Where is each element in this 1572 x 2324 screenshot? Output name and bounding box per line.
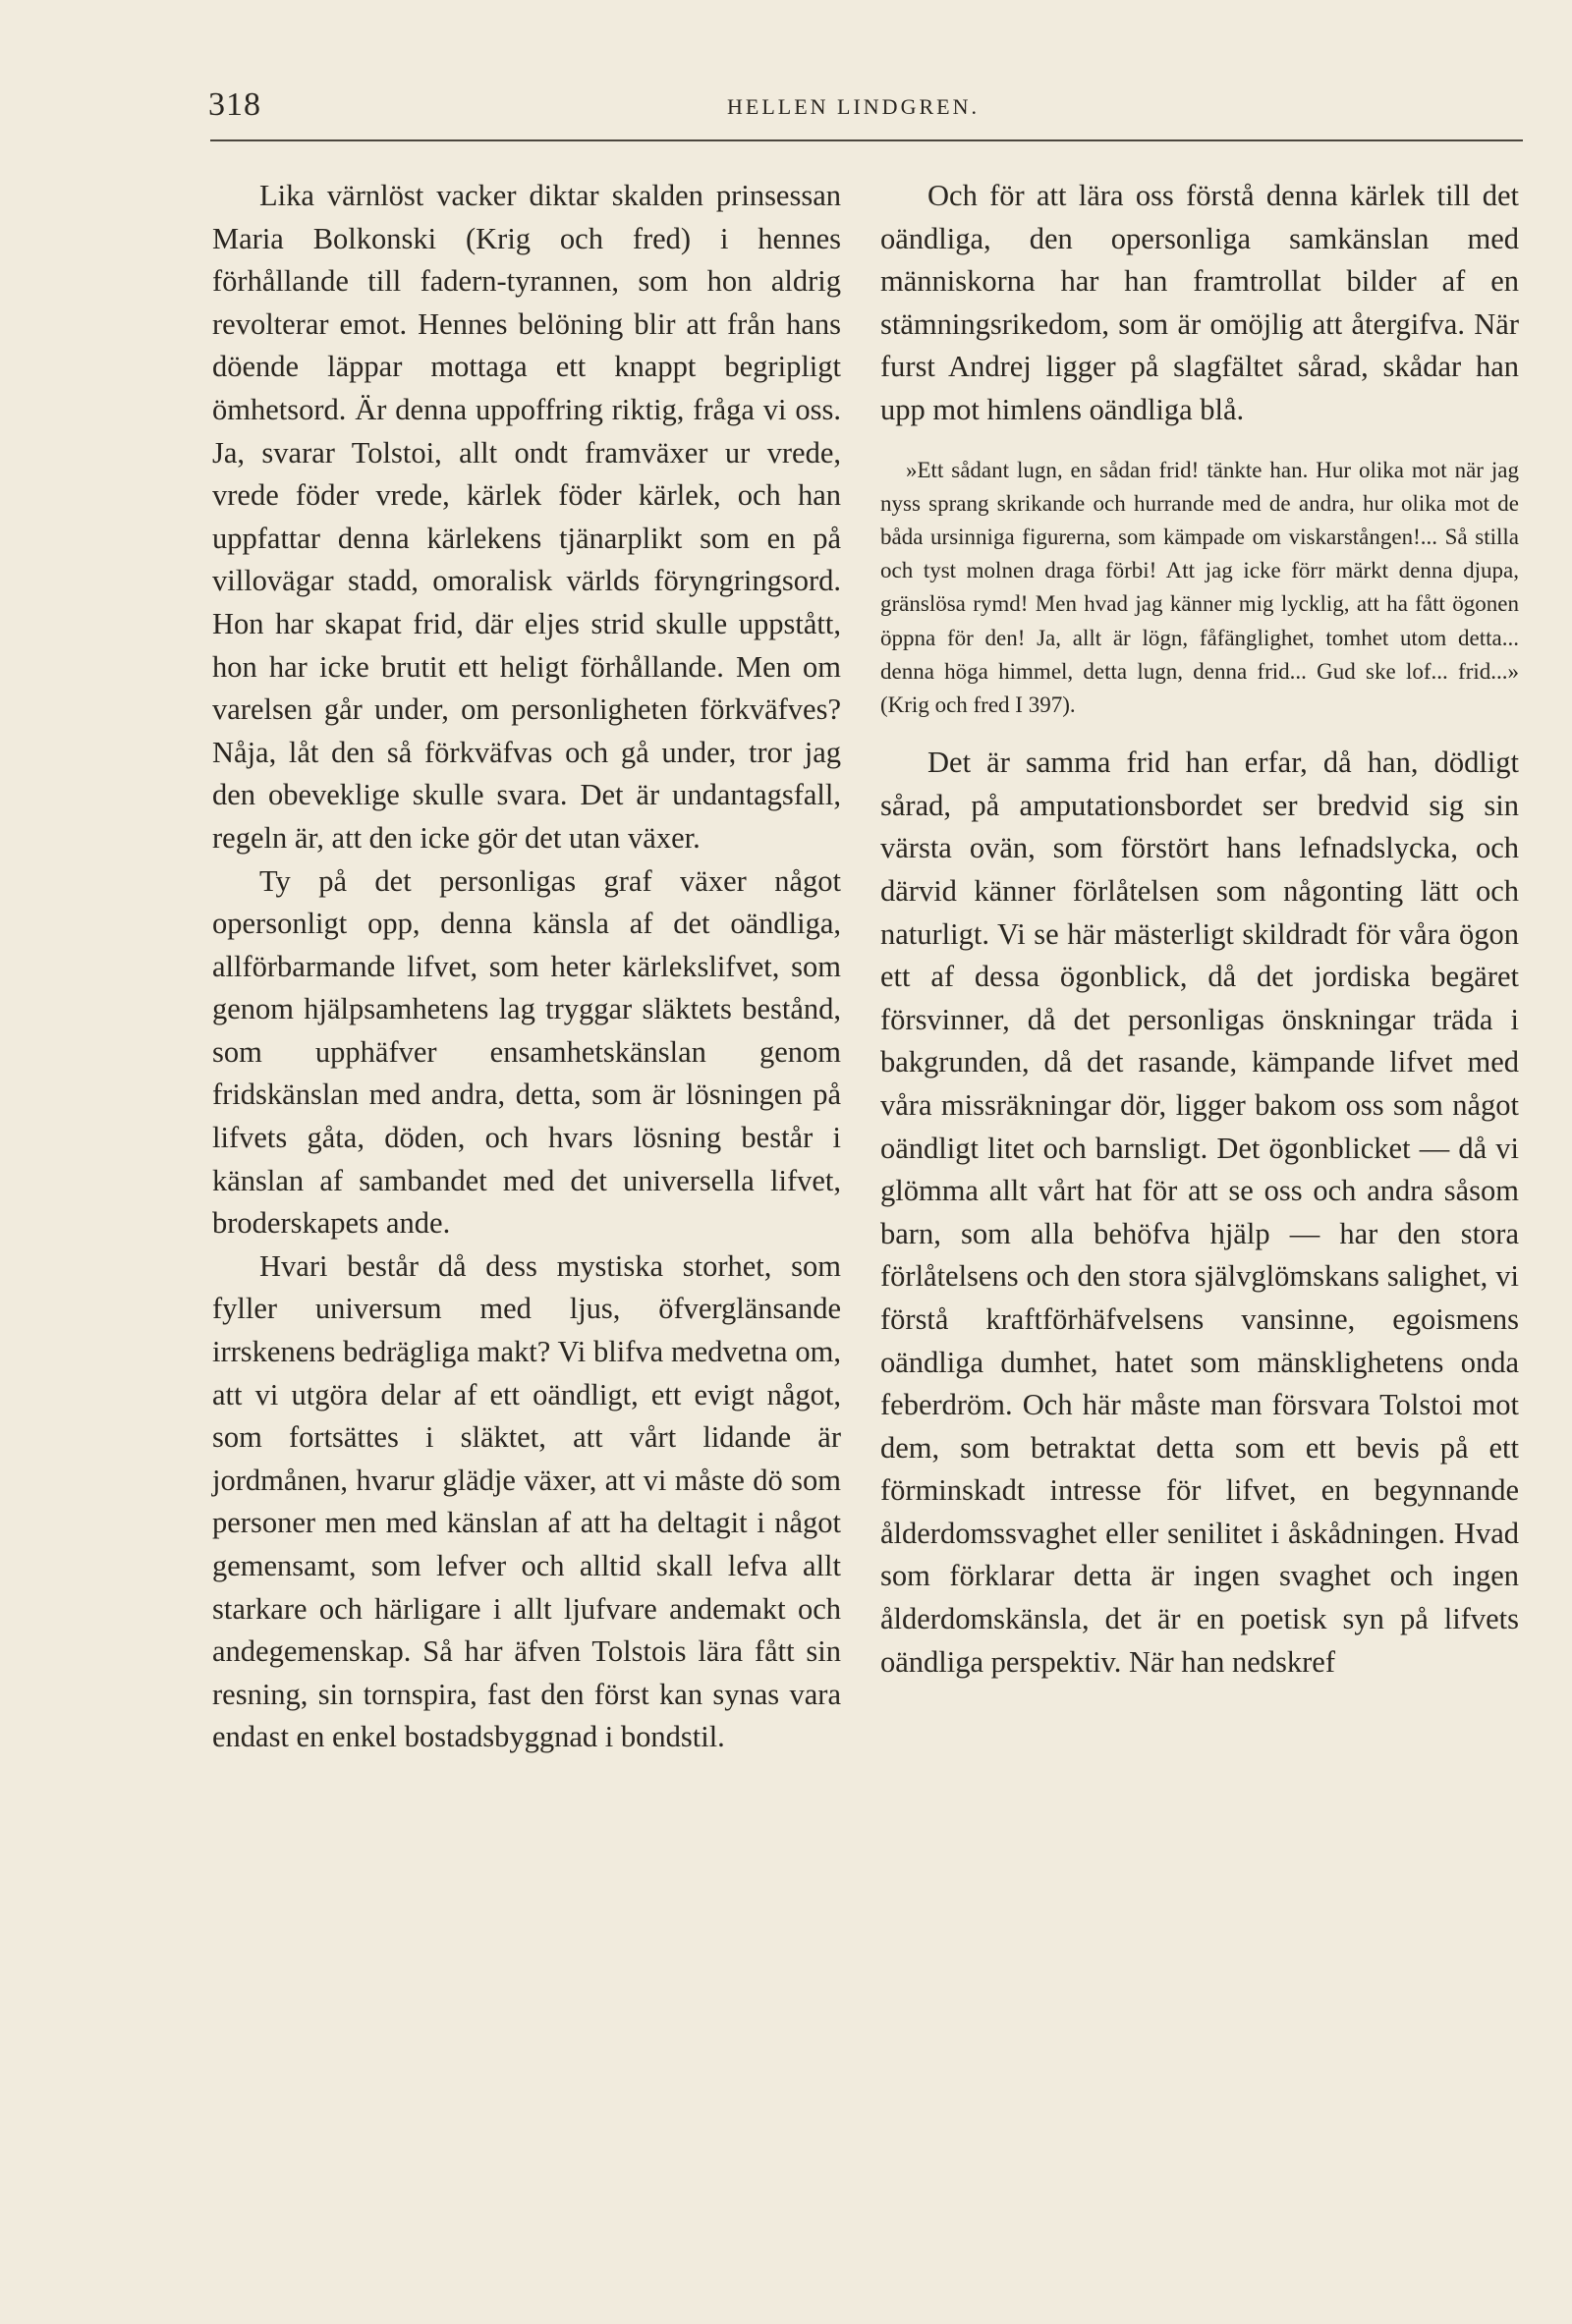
paragraph: Lika värnlöst vacker diktar skalden prinsessan Maria Bolkonski (Krig och fred) i hennes förhållande till fadern-tyrannen, som hon aldrig revolterar emot. Hennes belöning blir att från hans döende läppar mottaga ett knappt begripligt ömhetsord. Är denna uppoffring riktig, fråga vi oss. Ja, svarar Tolstoi, allt ondt framväxer ur vrede, vrede föder vrede, kärlek föder kärlek, och han uppfattar denna kärlekens tjänarplikt som en på villovägar stadd, omoralisk världs föryngringsord. Hon har skapat frid, där eljes strid skulle uppstått, hon har icke brutit ett heligt förhållande. Men om varelsen går under, om personligheten förkväfves? Nåja, låt den så förkväfvas och gå under, tror jag den obeveklige skulle svara. Det är undantagsfall, regeln är, att den icke gör det utan växer.: [212, 179, 841, 855]
running-title: HELLEN LINDGREN.: [727, 94, 980, 119]
header-rule: [210, 139, 1523, 141]
paragraph: Det är samma frid han erfar, då han, dödligt sårad, på amputationsbordet ser bredvid sig sin värsta ovän, som förstört hans lefnadslycka, och därvid känner förlåtelsen som någonting lätt och naturligt. Vi se här mästerligt skildradt för våra ögon ett af dessa ögonblick, då det jordiska begäret försvinner, då det personligas önskningar träda i bakgrunden, då det rasande, kämpande lifvet med våra missräkningar dör, ligger bakom oss som något oändligt litet och barnsligt. Det ögonblicket — då vi glömma allt vårt hat för att se oss och andra såsom barn, som alla behöfva hjälp — har den stora förlåtelsens och den stora självglömskans salighet, vi förstå kraftförhäfvelsens vansinne, egoismens oändliga dumhet, hatet som mänsklighetens onda feberdröm. Och här måste man försvara Tolstoi mot dem, som betraktat detta som ett bevis på ett förminskadt intresse för lifvet, en begynnande ålderdomssvaghet eller senilitet i åskådningen. Hvad som förklarar detta är ingen svaghet och ingen ålderdomskänsla, det är en poetisk syn på lifvets oändliga perspektiv. När han nedskref: [880, 746, 1519, 1679]
left-column: [212, 175, 841, 1759]
right-column: [880, 175, 1519, 1684]
paragraph: Hvari består då dess mystiska storhet, som fyller universum med ljus, öfverglänsande irrskenens bedrägliga makt? Vi blifva medvetna om, att vi utgöra delar af ett oändligt, ett evigt något, som fortsättes i släktet, att vårt lidande är jordmånen, hvarur glädje växer, att vi måste dö som personer men med känslan af att ha deltagit i något gemensamt, som lefver och alltid skall lefva allt starkare och härligare i allt ljufvare andemakt och andegemenskap. Så har äfven Tolstois lära fått sin resning, sin tornspira, fast den först kan synas vara endast en enkel bostadsbyggnad i bondstil.: [212, 1248, 841, 1754]
paragraph: Och för att lära oss förstå denna kärlek till det oändliga, den opersonliga samkänslan med människorna har han framtrollat bilder af en stämningsrikedom, som är omöjlig att återgifva. När furst Andrej ligger på slagfältet sårad, skådar han upp mot himlens oändliga blå.: [880, 179, 1519, 426]
block-quote: »Ett sådant lugn, en sådan frid! tänkte han. Hur olika mot när jag nyss sprang skrikande och hurrande med de andra, hur olika mot de båda ursinniga figurerna, som kämpade om viskarstången!... Så stilla och tyst molnen draga förbi! Att jag icke förr märkt denna djupa, gränslösa rymd! Men hvad jag känner mig lycklig, att ha fått ögonen öppna för den! Ja, allt är lögn, fåfänglighet, tomhet utom detta... denna höga himmel, detta lugn, denna frid... Gud ske lof... frid...» (Krig och fred I 397).: [880, 457, 1519, 717]
page-number: 318: [208, 86, 261, 123]
paragraph: Ty på det personligas graf växer något opersonligt opp, denna känsla af det oändliga, allförbarmande lifvet, som heter kärlekslifvet, som genom hjälpsamhetens lag tryggar släktets bestånd, som upphäfver ensamhetskänslan genom fridskänslan med andra, detta, som är lösningen på lifvets gåta, döden, och hvars lösning består i känslan af sambandet med det universella lifvet, broderskapets ande.: [212, 863, 841, 1241]
